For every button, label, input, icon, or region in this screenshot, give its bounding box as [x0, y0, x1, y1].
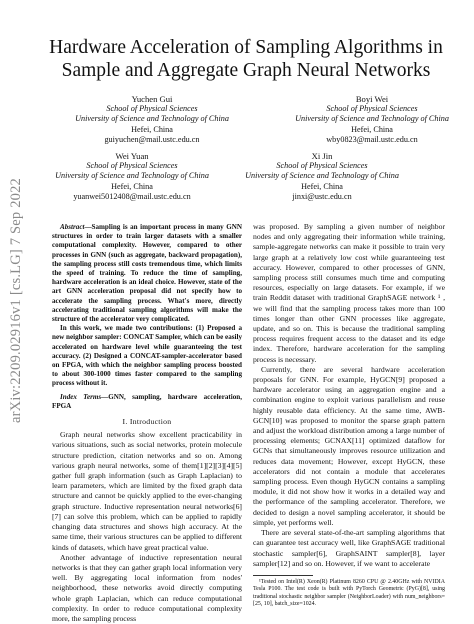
author-city: Hefei, China	[131, 124, 173, 134]
index-terms-text: —GNN, sampling, hardware acceleration, FPGA	[52, 392, 242, 410]
author-block-1	[72, 94, 232, 145]
section-heading: I. Introduction	[122, 417, 172, 427]
author-block-4	[232, 151, 412, 202]
body-paragraph: Another advantage of inductive representation neural networks is that they can gather graph local information very well. By aggregating local information from nodes' neighborhood, these networks avoid directly computing whole graph Laplacian, which can reduce computational complexity. In order to reduce computational complexity more, the sampling process	[52, 552, 242, 623]
right-column	[253, 222, 445, 609]
author-city: Hefei, China	[111, 181, 153, 191]
footnote-divider	[253, 575, 313, 576]
body-paragraph: Currently, there are several hardware acceleration proposals for GNN. For example, HyGCN[9] proposed a hardware accelerator using an aggregation engine and a combination engine to exploit various parallelism and reuse highly reusable data efficiency. At the same time, AWB-GCN[10] was proposed to monitor the sparse graph pattern and adjust the workload distribution among a large number of processing elements; GCNAX[11] optimized dataflow for GCNs that simultaneously improves resource utilization and reduces data movement; However, except HyGCN, these accelerators did not contain a module that accelerates sampling process. Even though HyGCN contains a sampling module, it did not show how it works in a detailed way and the performance of the sampling accelerator. Therefore, we decided to design a novel sampling accelerator, it should be simple, yet performs well.	[253, 364, 445, 527]
index-terms-label: Index Terms	[60, 392, 102, 401]
author-school: School of Physical Sciences	[276, 161, 368, 171]
body-paragraph: There are several state-of-the-art sampling algorithms that can guarantee test accuracy well, like GraphSAGE traditional stochastic sampler[6], GraphSAINT sampler[8], layer sampler[12] and so on. However, if we want to accelerate	[253, 528, 445, 568]
author-school: School of Physical Sciences	[86, 161, 178, 171]
author-email: jinxi@ustc.edu.cn	[292, 191, 352, 201]
author-name: Boyi Wei	[355, 94, 389, 104]
author-city: Hefei, China	[301, 181, 343, 191]
body-paragraph: was proposed. By sampling a given number of neighbor nodes and only aggregating their information while training, sample-aggregate networks can make it possible to train very large graph at a relatively low cost while guaranteeing test accuracy. However, compared to other processes of GNN, sampling process still consumes much time and computing resources, especially on large datasets. For example, if we train Reddit dataset with traditional GraphSAGE network ¹ , we will find that the sampling process takes more than 100 times longer than other GNN processes like aggregate, update, and so on. This is because the traditional sampling process requires frequent access to the dataset and its edge index. Therefore, hardware acceleration for the sampling process is necessary.	[253, 222, 445, 364]
author-university: University of Science and Technology of China	[55, 171, 209, 181]
author-email: yuanwei5012408@mail.ustc.edu.cn	[73, 191, 191, 201]
author-email: guiyuchen@mail.ustc.edu.cn	[104, 134, 200, 144]
abstract-paragraph	[52, 223, 242, 324]
left-column	[52, 223, 242, 624]
author-school: School of Physical Sciences	[326, 104, 418, 114]
author-name: Yuchen Gui	[131, 94, 173, 104]
paper-title: Hardware Acceleration of Sampling Algorithms in Sample and Aggregate Graph Neural Networks	[49, 37, 443, 81]
author-university: University of Science and Technology of China	[245, 171, 399, 181]
author-city: Hefei, China	[351, 124, 393, 134]
arxiv-identifier: arXiv:2209.02916v1 [cs.LG] 7 Sep 2022	[7, 177, 24, 423]
abstract-text: —Sampling is an important process in many GNN structures in order to train larger datasets with a smaller computational complexity. However, compared to other processes in GNN (such as aggregate, backward propagation), the sampling process still costs tremendous time, which limits the speed of training. To reduce the time of sampling, hardware acceleration is an ideal choice. However, state of the art GNN acceleration proposal did not specify how to accelerate the sampling process. What's more, directly accelerating traditional sampling algorithms will make the structure of the accelerator very complicated.	[52, 223, 242, 324]
body-paragraph: Graph neural networks show excellent practicability in various situations, such as social networks, protein molecule structure prediction, citation networks and so on. Among various graph neural networks, some of them[1][2][3][4][5] gather full graph information (such as Graph Laplacian) to learn parameters, which are limited by the fixed graph data structure and cannot be quickly applied to the ever-changing graph structure. Inductive representation neural networks[6][7] can solve this problem, which can be applied to rapidly changing data structures and shows high accuracy. At the same time, their various structures can be applied to different kinds of datasets, which have great practical value.	[52, 430, 242, 552]
author-name: Wei Yuan	[115, 151, 149, 161]
index-terms	[52, 393, 242, 411]
author-email: wby0823@mail.ustc.edu.cn	[326, 134, 418, 144]
author-block-3	[42, 151, 222, 202]
abstract-label: Abstract	[60, 223, 85, 231]
author-name: Xi Jin	[311, 151, 333, 161]
author-university: University of Science and Technology of China	[75, 114, 229, 124]
contributions-paragraph: In this work, we made two contributions: (1) Proposed a new neighbor sampler: CONCAT Sampler, which can be easily accelerated on hardware level while guaranteeing the test accuracy. (2) Designed a CONCAT-sampler-accelerator based on FPGA, with which the neighbor sampling process boosted to about 300-1000 times faster compared to the sampling process without it.	[52, 324, 242, 388]
author-school: School of Physical Sciences	[106, 104, 198, 114]
author-block-2	[292, 94, 452, 145]
footnote: ¹Tested on Intel(R) Xeon(R) Platinum 8260 CPU @ 2.40GHz with NVIDIA Tesla P100. The test code is built with PyTorch Geometric (PyG)[8], using traditional stochastic neighbor sampler (NeighborLoader) with num_neighbors=[25, 10], batch_size=1024.	[253, 578, 445, 608]
arxiv-stamp	[4, 150, 28, 450]
author-university: University of Science and Technology of China	[295, 114, 449, 124]
